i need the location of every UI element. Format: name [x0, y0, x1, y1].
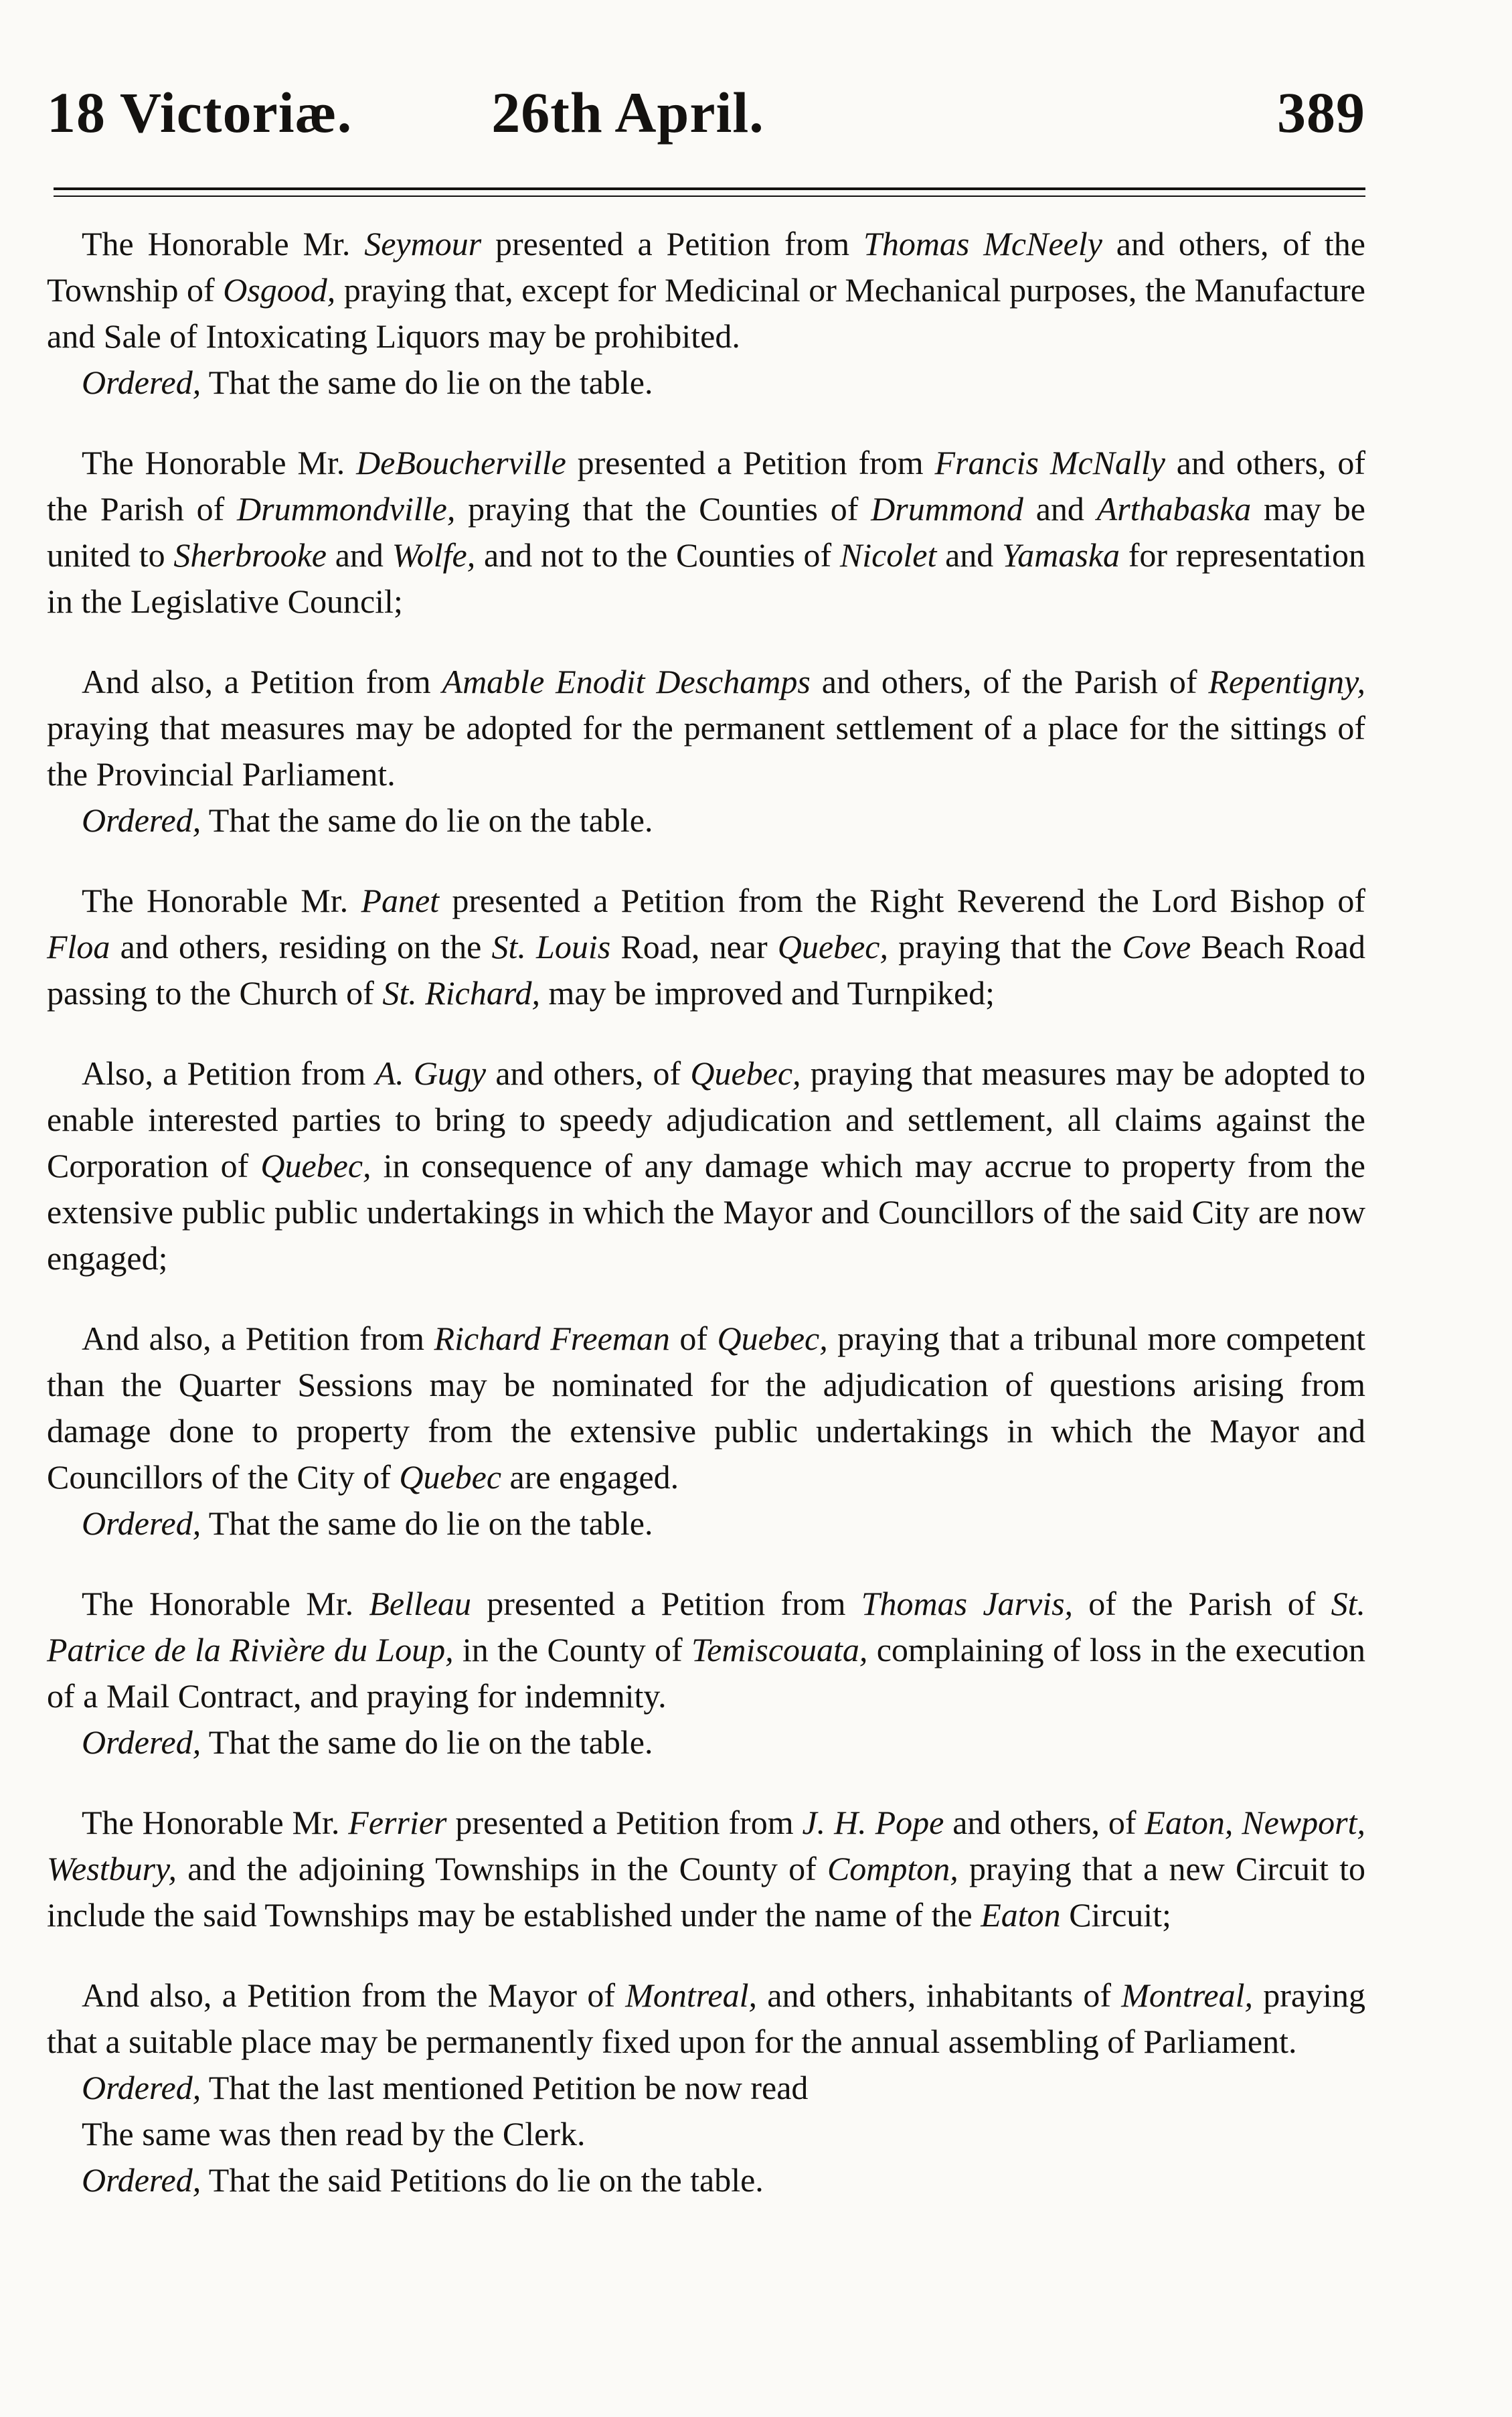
petition-gugy: Also, a Petition from A. Gugy and others, of Quebec, praying that measures may be adopted to enable interested parties to bring to speedy adjudication and settlement, all claims against the Corporation of Quebec, in consequence of any damage which may accrue to property from the extensive public public undertakings in which the Mayor and Councillors of the said City are now engaged; — [47, 1055, 1365, 1277]
order-line: Ordered, That the same do lie on the table. — [82, 1723, 653, 1761]
petition-deboucherville: The Honorable Mr. DeBoucherville presented a Petition from Francis McNally and others, of the Parish of Drummondville, praying that the Counties of Drummond and Arthabaska may be united to Sherbrooke and Wolfe, and not to the Counties of Nicolet and Yamaska for representation in the Legislative Council; — [47, 444, 1366, 620]
place-name: Osgood, — [223, 271, 336, 309]
petition-panet: The Honorable Mr. Panet presented a Petition from the Right Reverend the Lord Bishop of Floa and others, residing on the St. Louis Road, near Quebec, praying that the Cove Beach Road passing to the Church of St. Richard, may be improved and Turnpiked; — [47, 882, 1365, 1012]
member-name: Belleau — [369, 1585, 472, 1622]
order-line: Ordered, That the last mentioned Petition be now read — [82, 2069, 809, 2106]
order-line: Ordered, That the same do lie on the table. — [82, 364, 653, 401]
order-line: Ordered, That the same do lie on the table. — [82, 801, 653, 839]
member-name: Ferrier — [348, 1804, 447, 1841]
member-name: Seymour — [364, 225, 482, 262]
petition-seymour: The Honorable Mr. Seymour presented a Petition from Thomas McNeely and others, of the Township of Osgood, praying that, except for Medicinal or Mechanical purposes, the Manufacture and Sale of Intoxicating Liquors may be prohibited. — [47, 225, 1365, 355]
member-name: Panet — [361, 882, 440, 919]
header-rule-thick — [54, 187, 1365, 190]
order-line: Ordered, That the same do lie on the table. — [82, 1504, 653, 1542]
page-body — [47, 221, 1365, 2238]
petition-freeman: And also, a Petition from Richard Freeman of Quebec, praying that a tribunal more competent than the Quarter Sessions may be nominated for the adjudication of questions arising from damage done to property from the extensive public undertakings in which the Mayor and Councillors of the City of Quebec are engaged. — [47, 1320, 1366, 1496]
petition-deschamps: And also, a Petition from Amable Enodit Deschamps and others, of the Parish of Repentigny, praying that measures may be adopted for the permanent settlement of a place for the sittings of the Provincial Parliament. — [47, 663, 1366, 793]
header-rule-thin — [54, 196, 1365, 197]
petition-montreal: And also, a Petition from the Mayor of Montreal, and others, inhabitants of Montreal, praying that a suitable place may be permanently fixed upon for the annual assembling of Parliament. — [47, 1976, 1366, 2060]
page-number: 389 — [1277, 80, 1365, 145]
petitioner-name: A. Gugy — [375, 1055, 487, 1092]
petitioner-name: J. H. Pope — [802, 1804, 944, 1841]
petition-belleau: The Honorable Mr. Belleau presented a Petition from Thomas Jarvis, of the Parish of St. Patrice de la Rivière du Loup, in the County of Temiscouata, complaining of loss in the execution of a Mail Contract, and praying for indemnity. — [47, 1585, 1366, 1715]
running-header — [47, 79, 1365, 153]
member-name: DeBoucherville — [356, 444, 566, 481]
read-by-clerk-line: The same was then read by the Clerk. — [82, 2115, 586, 2153]
petition-ferrier: The Honorable Mr. Ferrier presented a Petition from J. H. Pope and others, of Eaton, Newport, Westbury, and the adjoining Townships in the County of Compton, praying that a new Circuit to include the said Townships may be established under the name of the Eaton Circuit; — [47, 1804, 1365, 1934]
journal-page — [47, 0, 1365, 2417]
petitioner-name: Francis McNally — [934, 444, 1165, 481]
petitioner-name: Thomas McNeely — [863, 225, 1102, 262]
petitioner-name: Amable Enodit Deschamps — [442, 663, 811, 700]
session-title: 18 Victoriæ. — [47, 80, 353, 145]
header-date: 26th April. — [491, 80, 764, 145]
petitioner-name: Richard Freeman — [434, 1320, 670, 1357]
order-line: Ordered, That the said Petitions do lie on the table. — [82, 2161, 764, 2199]
petitioner-name: Thomas Jarvis, — [861, 1585, 1074, 1622]
